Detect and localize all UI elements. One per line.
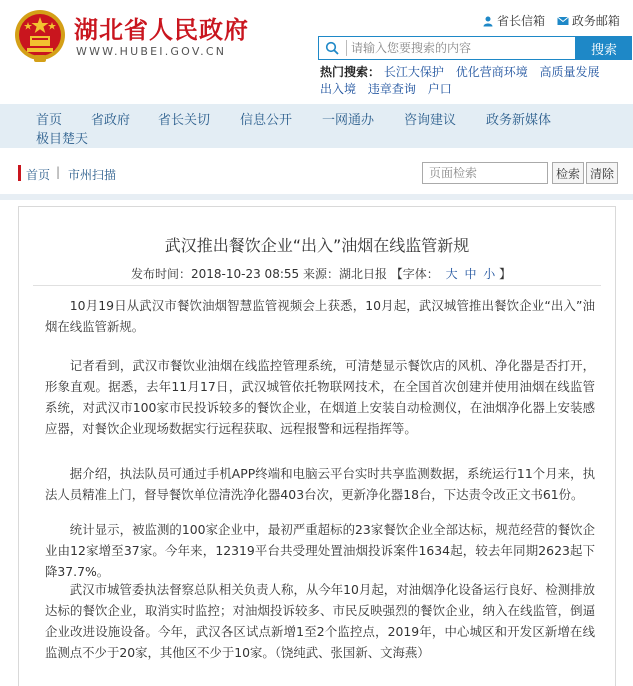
user-icon (482, 15, 494, 27)
nav-item-new-media[interactable]: 政务新媒体 (486, 113, 552, 128)
font-size-medium[interactable]: 中 (464, 267, 477, 281)
site-header (0, 0, 633, 100)
government-mailbox-label: 政务邮箱 (571, 14, 620, 28)
nav-item-consultation[interactable]: 咨询建议 (404, 113, 457, 128)
article-meta (131, 265, 511, 282)
nav-item-home[interactable]: 首页 (36, 113, 63, 128)
section-divider (0, 194, 633, 200)
mail-icon (557, 15, 569, 27)
article-title-divider (33, 285, 601, 286)
article-paragraph: 据介绍，执法队员可通过手机APP终端和电脑云平台实时共享监测数据，系统运行11个月来，执法人员精准上门，督导餐饮单位清洗净化器403台次，更新净化器18台，下达责令改正文书61份。 (45, 466, 595, 502)
hot-searches (320, 64, 620, 98)
breadcrumb-current[interactable]: 市州扫描 (68, 168, 117, 182)
site-url: WWW.HUBEI.GOV.CN (76, 45, 227, 58)
national-emblem-icon (14, 8, 66, 64)
breadcrumb (18, 160, 616, 188)
hot-search-link[interactable]: 户口 (427, 82, 452, 96)
breadcrumb-home[interactable]: 首页 (26, 168, 51, 182)
top-links (482, 12, 628, 30)
hot-search-link[interactable]: 高质量发展 (539, 65, 600, 79)
breadcrumb-marker (18, 165, 21, 181)
font-size-large[interactable]: 大 (445, 267, 458, 281)
font-size-small[interactable]: 小 (483, 267, 496, 281)
site-title[interactable]: 湖北省人民政府 (74, 16, 249, 44)
page-search-button[interactable]: 检索 (552, 162, 584, 184)
governor-mailbox-link[interactable] (482, 12, 545, 29)
article-title: 武汉推出餐饮企业“出入”油烟在线监管新规 (164, 236, 470, 255)
main-nav (0, 104, 633, 148)
article-meta-info: 发布时间：2018-10-23 08:55 来源：湖北日报 【字体： (131, 267, 439, 281)
page-search-input[interactable] (422, 162, 548, 184)
breadcrumb-separator: | (56, 165, 61, 179)
article-paragraph: 记者看到，武汉市餐饮业油烟在线监控管理系统，可清楚显示餐饮店的风机、净化器是否打开，形象直观。据悉，去年11月17日，武汉城管依托物联网技术，在全国首次创建并使用油烟在线监管系统，对武汉市100家市民投诉较多的餐饮企业，在烟道上安装自动检测仪，在油烟净化器上安装感应器，对餐饮企业现场数据实行远程获取、远程报警和远程指挥等。 (45, 358, 595, 436)
article-paragraph: 武汉市城管委执法督察总队相关负责人称，从今年10月起，对油烟净化设备运行良好、检测排放达标的餐饮企业，取消实时监控；对油烟投诉较多、市民反映强烈的餐饮企业，纳入在线监管，倒逼企业改进设施设备。今年，武汉各区试点新增1至2个监控点，2019年，中心城区和开发区新增在线监测点不少于20家，其他区不少于10家。（饶纯武、张国新、文海燕） (45, 582, 595, 660)
article-meta-end: 】 (499, 267, 512, 281)
page-clear-button[interactable]: 清除 (586, 162, 618, 184)
governor-mailbox-label: 省长信箱 (497, 14, 546, 28)
hot-search-link[interactable]: 违章查询 (367, 82, 416, 96)
article-panel (18, 206, 616, 686)
government-mailbox-link[interactable] (557, 12, 620, 29)
nav-item-governor-concerns[interactable]: 省长关切 (158, 113, 211, 128)
article-paragraph: 统计显示，被监测的100家企业中，最初严重超标的23家餐饮企业全部达标，规范经营的餐饮企业由12家增至37家。今年来，12319平台共受理处置油烟投诉案件1634起，较去年同期2623起下降37.7%。 (45, 522, 595, 579)
search-divider (346, 40, 347, 56)
search-input[interactable] (351, 39, 571, 57)
search-button[interactable]: 搜索 (576, 36, 632, 60)
hot-searches-label: 热门搜索： (320, 65, 381, 79)
hot-search-link[interactable]: 长江大保护 (383, 65, 444, 79)
hot-search-link[interactable]: 出入境 (320, 82, 357, 96)
site-search (318, 36, 576, 60)
hot-search-link[interactable]: 优化营商环境 (455, 65, 528, 79)
nav-item-info-disclosure[interactable]: 信息公开 (240, 113, 293, 128)
nav-item-provincial-government[interactable]: 省政府 (91, 113, 131, 128)
search-icon (325, 41, 339, 55)
nav-item-one-network[interactable]: 一网通办 (322, 113, 375, 128)
nav-item-jimu-chutian[interactable]: 极目楚天 (36, 132, 89, 147)
article-paragraph: 10月19日从武汉市餐饮油烟智慧监管视频会上获悉，10月起，武汉城管推出餐饮企业“出入”油烟在线监管新规。 (45, 298, 595, 334)
